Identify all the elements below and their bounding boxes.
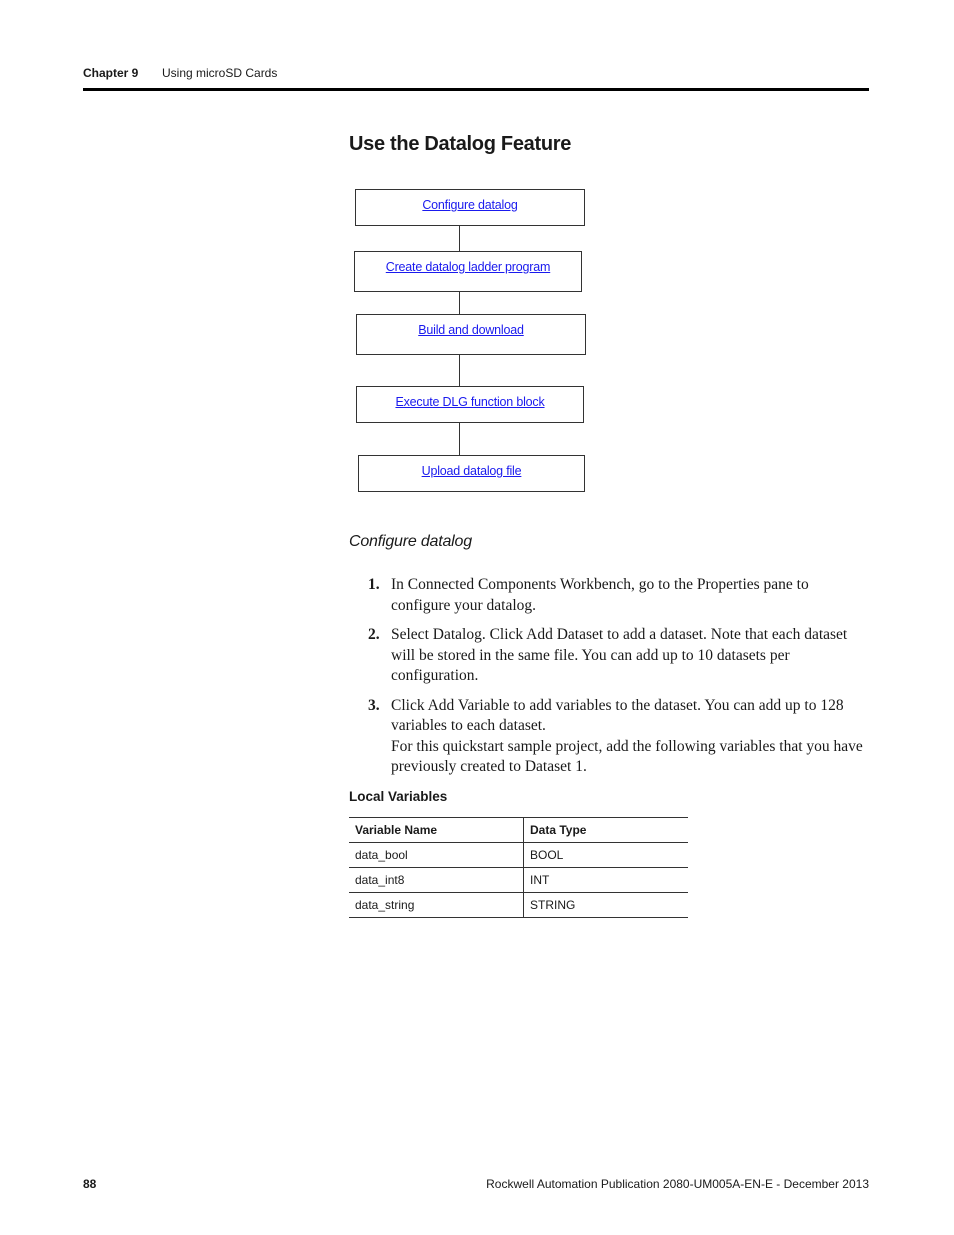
step-number: 2.: [368, 626, 380, 643]
instruction-step: [368, 625, 868, 687]
table-cell: data_bool: [349, 843, 524, 868]
flow-connector: [459, 355, 460, 386]
flow-box-configure: [355, 189, 585, 226]
table-cell: INT: [524, 868, 689, 893]
step-note: For this quickstart sample project, add the following variables that you have previously created to Dataset 1.: [391, 737, 863, 775]
link-upload-datalog-file[interactable]: Upload datalog file: [421, 464, 522, 478]
running-header: [83, 66, 278, 80]
table-cell: data_string: [349, 893, 524, 918]
link-execute-dlg[interactable]: Execute DLG function block: [395, 395, 545, 409]
subsection-heading: Configure datalog: [349, 533, 472, 550]
table-cell: data_int8: [349, 868, 524, 893]
column-header: Data Type: [524, 818, 689, 843]
link-create-ladder-program[interactable]: Create datalog ladder program: [385, 260, 551, 274]
step-number: 3.: [368, 696, 380, 714]
link-configure-datalog[interactable]: Configure datalog: [422, 198, 518, 212]
step-number: 1.: [368, 576, 380, 593]
flow-connector: [459, 292, 460, 314]
table-cell: STRING: [524, 893, 689, 918]
flow-box-build: [356, 314, 586, 355]
header-rule: [83, 88, 869, 91]
flow-connector: [459, 423, 460, 455]
page-title: Use the Datalog Feature: [349, 133, 572, 155]
step-text: In Connected Components Workbench, go to the Properties pane to configure your datalog.: [391, 576, 809, 614]
table-row: [349, 868, 688, 893]
flow-connector: [459, 226, 460, 251]
step-text: Click Add Variable to add variables to the dataset. You can add up to 128 variables to each dataset.: [391, 696, 844, 734]
instruction-list: [368, 575, 868, 787]
section-label: Using microSD Cards: [162, 66, 278, 80]
publication-footer: Rockwell Automation Publication 2080-UM005A-EN-E - December 2013: [486, 1177, 869, 1191]
table-row: [349, 893, 688, 918]
instruction-step: [368, 696, 868, 778]
table-caption: Local Variables: [349, 789, 448, 804]
instruction-step: [368, 575, 868, 616]
step-text: Select Datalog. Click Add Dataset to add a dataset. Note that each dataset will be stored in the same file. You can add up to 10 datasets per configuration.: [391, 626, 848, 684]
flow-box-upload: [358, 455, 585, 492]
flow-box-execute: [356, 386, 584, 423]
table-cell: BOOL: [524, 843, 689, 868]
local-variables-table: [349, 817, 688, 918]
flow-box-ladder: [354, 251, 582, 292]
chapter-label: Chapter 9: [83, 66, 139, 80]
table-row: [349, 843, 688, 868]
link-build-and-download[interactable]: Build and download: [418, 323, 524, 337]
column-header: Variable Name: [349, 818, 524, 843]
table-header-row: [349, 818, 688, 843]
page-number: 88: [83, 1177, 97, 1191]
